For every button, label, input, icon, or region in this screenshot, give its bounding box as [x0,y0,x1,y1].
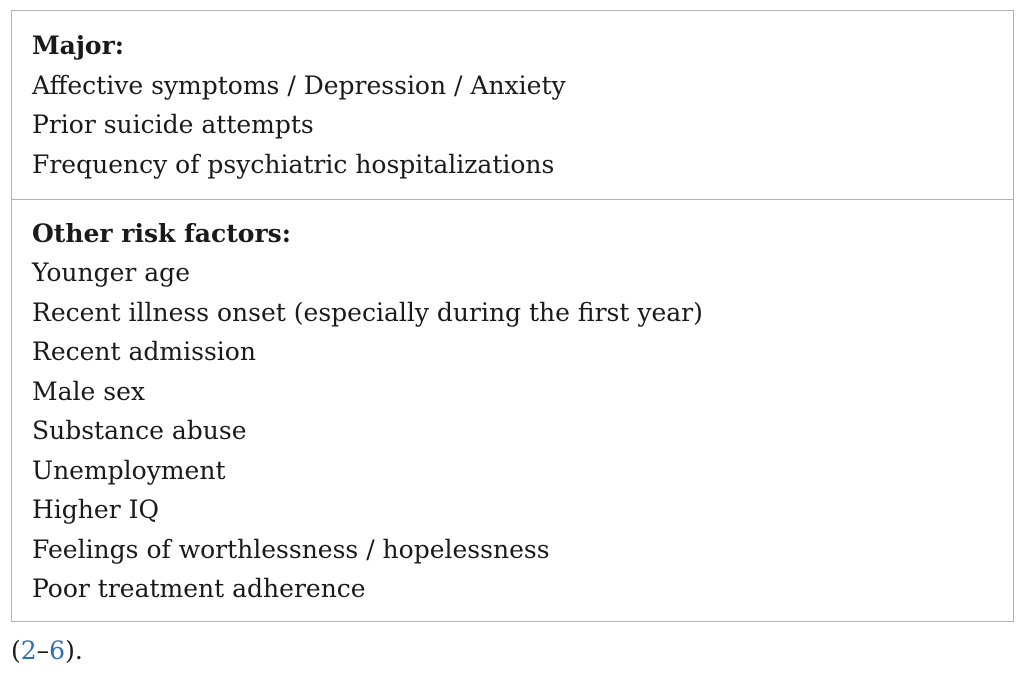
reference-link-start[interactable]: 2 [20,636,37,665]
reference-link-end[interactable]: 6 [49,636,66,665]
major-heading: Major: [32,31,124,60]
other-item: Higher IQ [32,495,159,524]
footnote-close: ). [65,636,83,665]
major-section [12,11,1013,199]
major-item: Affective symptoms / Depression / Anxiety [32,71,566,100]
other-item: Unemployment [32,456,226,485]
footnote-open-paren: ( [11,636,21,665]
other-item: Recent illness onset (especially during the first year) [32,298,703,327]
table-footnote [11,636,83,666]
major-item: Prior suicide attempts [32,110,314,139]
other-item: Younger age [32,258,190,287]
other-heading: Other risk factors: [32,219,291,248]
major-item: Frequency of psychiatric hospitalizations [32,150,555,179]
other-risk-factors-section [12,200,1013,621]
other-item: Recent admission [32,337,256,366]
other-item: Poor treatment adherence [32,574,366,603]
other-item: Male sex [32,377,145,406]
other-item: Substance abuse [32,416,247,445]
risk-factors-table [11,10,1014,622]
other-item: Feelings of worthlessness / hopelessness [32,535,550,564]
footnote-dash: – [36,636,50,665]
